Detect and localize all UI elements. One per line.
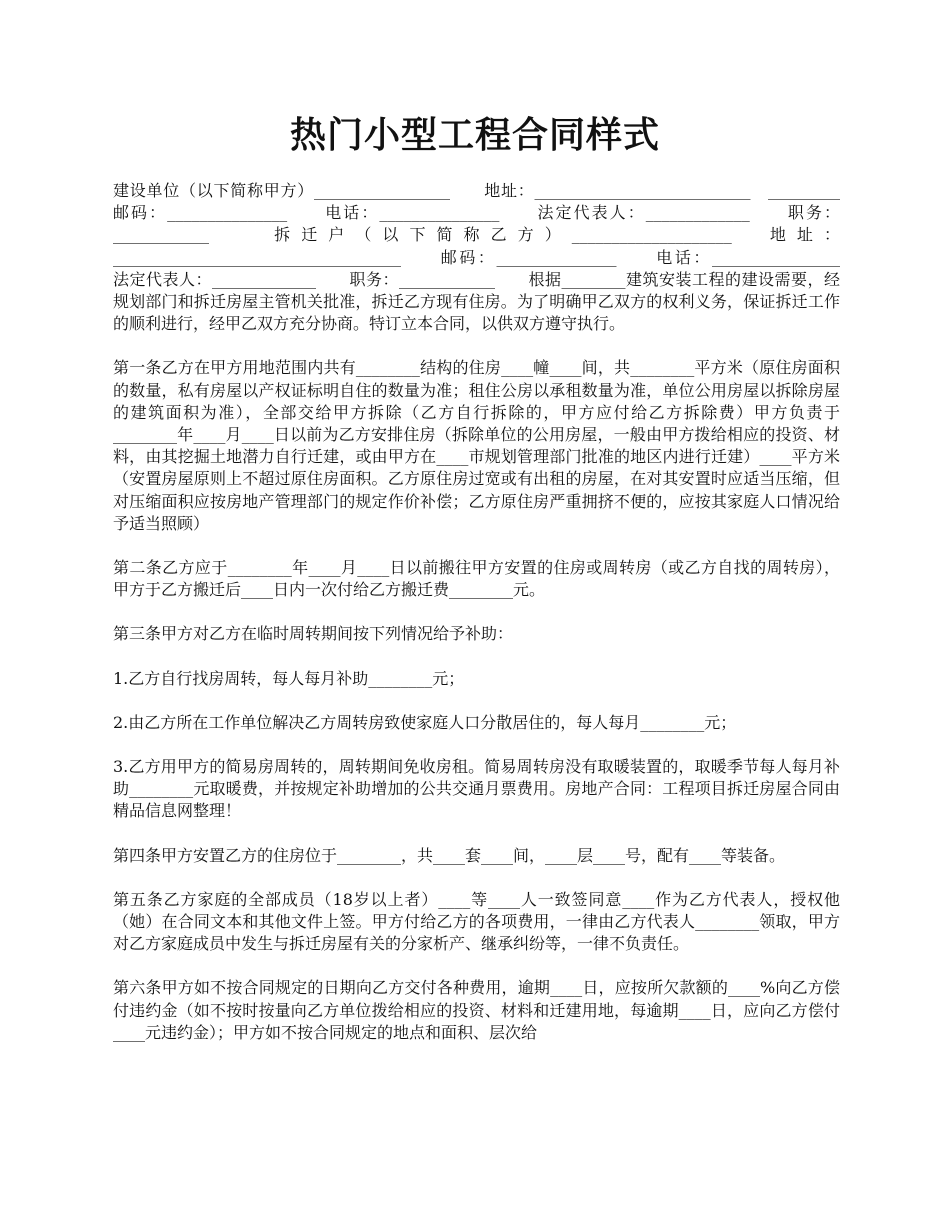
- paragraph-subsidy-3: 3.乙方用甲方的简易房周转的，周转期间免收房租。简易周转房没有取暖装置的，取暖季节每人每月补助________元取暖费，并按规定补助增加的公共交通月票费用。房地产合同：工程项目拆迁房屋合同由精品信息网整理！: [113, 757, 840, 821]
- document-title: 热门小型工程合同样式: [289, 115, 660, 156]
- paragraph-subsidy-1: 1.乙方自行找房周转，每人每月补助________元；: [113, 668, 465, 688]
- document-body: [113, 180, 873, 1066]
- paragraph-subsidy-2: 2.由乙方所在工作单位解决乙方周转房致使家庭人口分散居住的，每人每月________元；: [113, 712, 737, 732]
- paragraph-article-5: 第五条乙方家庭的全部成员（18岁以上者）____等____人一致签同意____作为乙方代表人，授权他（她）在合同文本和其他文件上签。甲方付给乙方的各项费用，一律由乙方代表人________领取，甲方对乙方家庭成员中发生与拆迁房屋有关的分家析产、继承纠纷等，一律不负责任。: [113, 889, 840, 954]
- paragraph-article-2: 第二条乙方应于________年____月____日以前搬往甲方安置的住房或周转房（或乙方自找的周转房），甲方于乙方搬迁后____日内一次付给乙方搬迁费________元。: [113, 558, 840, 600]
- paragraph-article-1: 第一条乙方在甲方用地范围内共有________结构的住房____幢____间，共________平方米（原住房面积的数量，私有房屋以产权证标明自住的数量为准；租住公房以承租数量为准，单位公用房屋以拆除房屋的建筑面积为准），全部交给甲方拆除（乙方自行拆除的，甲方应付给乙方拆除费）甲方负责于________年____月____日以前为乙方安排住房（拆除单位的公用房屋，一般由甲方拨给相应的投资、材料，由其挖掘土地潜力自行迁建，或由甲方在____市规划管理部门批准的地区内进行迁建）____平方米（安置房屋原则上不超过原住房面积。乙方原住房过宽或有出租的房屋，在对其安置时应适当压缩，但对压缩面积应按房地产管理部门的规定作价补偿；乙方原住房严重拥挤不便的，应按其家庭人口情况给予适当照顾）: [113, 358, 840, 533]
- paragraph-article-3: 第三条甲方对乙方在临时周转期间按下列情况给予补助：: [113, 624, 514, 644]
- paragraph-article-6: 第六条甲方如不按合同规定的日期向乙方交付各种费用，逾期____日，应按所欠款额的____%向乙方偿付违约金（如不按时按量向乙方单位拨给相应的投资、材料和迁建用地，每逾期____日，应向乙方偿付____元违约金）；甲方如不按合同规定的地点和面积、层次给: [113, 978, 840, 1042]
- paragraph-parties: 建设单位（以下简称甲方）_________________ 地址：___________________________ _________ 邮码：_______________ 电话：_______________ 法定代表人：_____________ 职务：____________ 拆迁户（以下简称乙方）____________________ 地址：____________________________________ 邮码：_______________ 电话：________________ 法定代表人：_____________ 职务：____________ 根据________建筑安装工程的建设需要，经规划部门和拆迁房屋主管机关批准，拆迁乙方现有住房。为了明确甲乙双方的权利义务，保证拆迁工作的顺利进行，经甲乙双方充分协商。特订立本合同，以供双方遵守执行。: [113, 181, 873, 334]
- paragraph-article-4: 第四条甲方安置乙方的住房位于________，共____套____间，____层____号，配有____等装备。: [113, 845, 786, 865]
